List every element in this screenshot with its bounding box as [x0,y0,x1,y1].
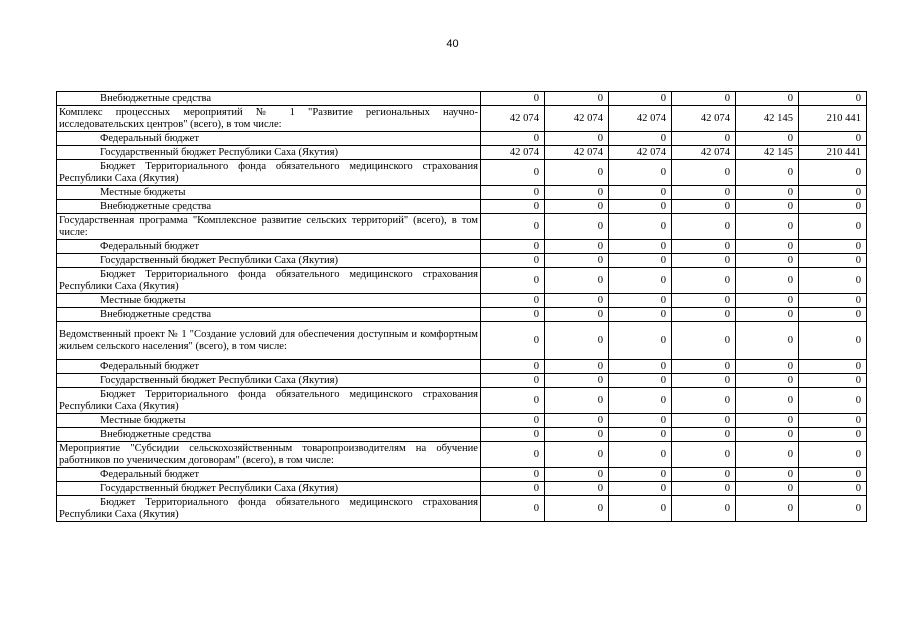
row-label: Местные бюджеты [57,294,481,308]
value-cell: 0 [609,268,672,294]
row-label: Бюджет Территориального фонда обязательного медицинского страхования Республики Саха (Якутия) [57,496,481,522]
value-cell: 0 [672,308,736,322]
value-cell: 0 [481,442,545,468]
row-label: Бюджет Территориального фонда обязательного медицинского страхования Республики Саха (Якутия) [57,268,481,294]
value-cell: 0 [481,482,545,496]
row-label: Бюджет Территориального фонда обязательного медицинского страхования Республики Саха (Якутия) [57,160,481,186]
value-cell: 0 [672,160,736,186]
value-cell: 0 [609,374,672,388]
value-cell: 0 [799,468,867,482]
row-label: Мероприятие "Субсидии сельскохозяйственным товаропроизводителям на обучение работников по ученическим договорам" (всего), в том числе: [57,442,481,468]
value-cell: 210 441 [799,146,867,160]
value-cell: 0 [609,442,672,468]
value-cell: 42 145 [736,146,799,160]
value-cell: 0 [545,374,609,388]
table-row [57,240,867,254]
value-cell: 0 [799,496,867,522]
value-cell: 0 [736,428,799,442]
value-cell: 0 [609,468,672,482]
value-cell: 0 [481,200,545,214]
table-row [57,186,867,200]
value-cell: 0 [481,322,545,360]
value-cell: 0 [609,428,672,442]
value-cell: 0 [545,308,609,322]
value-cell: 0 [609,322,672,360]
value-cell: 0 [672,132,736,146]
row-label: Местные бюджеты [57,186,481,200]
value-cell: 0 [799,240,867,254]
value-cell: 0 [672,374,736,388]
value-cell: 0 [799,254,867,268]
value-cell: 0 [672,254,736,268]
table-row [57,132,867,146]
value-cell: 0 [799,374,867,388]
value-cell: 0 [799,92,867,106]
value-cell: 0 [672,268,736,294]
table-row [57,92,867,106]
value-cell: 0 [481,214,545,240]
value-cell: 0 [609,254,672,268]
row-label: Федеральный бюджет [57,360,481,374]
value-cell: 0 [736,414,799,428]
value-cell: 0 [672,186,736,200]
table-row [57,482,867,496]
value-cell: 0 [799,268,867,294]
value-cell: 0 [672,360,736,374]
value-cell: 0 [736,442,799,468]
value-cell: 0 [736,186,799,200]
value-cell: 210 441 [799,106,867,132]
value-cell: 0 [609,186,672,200]
row-label: Государственный бюджет Республики Саха (Якутия) [57,482,481,496]
value-cell: 0 [799,308,867,322]
value-cell: 42 074 [545,106,609,132]
value-cell: 0 [672,482,736,496]
value-cell: 0 [736,308,799,322]
table-row [57,414,867,428]
value-cell: 0 [672,496,736,522]
row-label: Местные бюджеты [57,414,481,428]
value-cell: 0 [545,388,609,414]
value-cell: 0 [672,200,736,214]
row-label: Внебюджетные средства [57,428,481,442]
value-cell: 0 [545,132,609,146]
row-label: Государственный бюджет Республики Саха (Якутия) [57,146,481,160]
value-cell: 0 [481,294,545,308]
value-cell: 0 [799,132,867,146]
value-cell: 0 [481,496,545,522]
value-cell: 42 074 [545,146,609,160]
value-cell: 0 [609,240,672,254]
value-cell: 0 [545,160,609,186]
value-cell: 0 [609,388,672,414]
row-label: Бюджет Территориального фонда обязательного медицинского страхования Республики Саха (Якутия) [57,388,481,414]
value-cell: 0 [609,308,672,322]
table-row [57,200,867,214]
value-cell: 0 [609,200,672,214]
value-cell: 0 [672,322,736,360]
value-cell: 0 [672,240,736,254]
row-label: Ведомственный проект № 1 "Создание условий для обеспечения доступным и комфортным жильем сельского населения" (всего), в том числе: [57,322,481,360]
value-cell: 0 [481,132,545,146]
value-cell: 0 [545,428,609,442]
table-row [57,428,867,442]
value-cell: 0 [545,414,609,428]
value-cell: 0 [736,214,799,240]
value-cell: 42 145 [736,106,799,132]
value-cell: 0 [609,92,672,106]
value-cell: 0 [481,428,545,442]
value-cell: 0 [736,294,799,308]
value-cell: 42 074 [609,146,672,160]
value-cell: 0 [799,214,867,240]
row-label: Внебюджетные средства [57,92,481,106]
value-cell: 0 [799,414,867,428]
value-cell: 0 [672,468,736,482]
value-cell: 0 [736,374,799,388]
value-cell: 0 [736,496,799,522]
value-cell: 0 [736,132,799,146]
table-row [57,268,867,294]
value-cell: 0 [481,268,545,294]
value-cell: 42 074 [481,106,545,132]
value-cell: 0 [481,240,545,254]
value-cell: 0 [672,92,736,106]
row-label: Федеральный бюджет [57,240,481,254]
value-cell: 0 [609,214,672,240]
value-cell: 0 [545,442,609,468]
table-row [57,214,867,240]
page-number: 40 [446,38,459,50]
value-cell: 0 [481,360,545,374]
table-row [57,294,867,308]
value-cell: 42 074 [609,106,672,132]
value-cell: 0 [736,240,799,254]
value-cell: 0 [481,468,545,482]
value-cell: 0 [672,294,736,308]
value-cell: 0 [609,414,672,428]
row-label: Внебюджетные средства [57,200,481,214]
value-cell: 0 [799,160,867,186]
value-cell: 0 [672,388,736,414]
value-cell: 0 [481,374,545,388]
value-cell: 0 [736,200,799,214]
value-cell: 0 [545,496,609,522]
budget-table-body [57,92,867,522]
value-cell: 0 [736,160,799,186]
value-cell: 0 [799,428,867,442]
value-cell: 42 074 [672,146,736,160]
table-row [57,146,867,160]
value-cell: 0 [736,92,799,106]
value-cell: 0 [736,322,799,360]
value-cell: 0 [799,482,867,496]
table-row [57,468,867,482]
value-cell: 0 [481,308,545,322]
table-row [57,106,867,132]
table-row [57,254,867,268]
value-cell: 0 [545,92,609,106]
table-row [57,496,867,522]
value-cell: 0 [736,468,799,482]
value-cell: 0 [545,468,609,482]
row-label: Федеральный бюджет [57,468,481,482]
budget-table [56,91,867,522]
value-cell: 0 [799,294,867,308]
table-row [57,374,867,388]
value-cell: 0 [545,240,609,254]
value-cell: 0 [545,322,609,360]
value-cell: 0 [799,322,867,360]
value-cell: 0 [672,414,736,428]
value-cell: 0 [736,268,799,294]
value-cell: 0 [736,482,799,496]
value-cell: 0 [736,360,799,374]
row-label: Федеральный бюджет [57,132,481,146]
value-cell: 0 [736,254,799,268]
row-label: Комплекс процессных мероприятий № 1 "Развитие региональных научно-исследовательских центров" (всего), в том числе: [57,106,481,132]
value-cell: 0 [799,186,867,200]
value-cell: 0 [672,442,736,468]
value-cell: 0 [545,360,609,374]
value-cell: 0 [736,388,799,414]
value-cell: 0 [672,428,736,442]
value-cell: 0 [799,442,867,468]
value-cell: 0 [545,214,609,240]
table-row [57,308,867,322]
value-cell: 0 [545,268,609,294]
value-cell: 0 [545,482,609,496]
value-cell: 0 [481,388,545,414]
table-row [57,442,867,468]
table-row [57,360,867,374]
row-label: Государственный бюджет Республики Саха (Якутия) [57,374,481,388]
value-cell: 42 074 [481,146,545,160]
value-cell: 0 [481,414,545,428]
value-cell: 0 [799,388,867,414]
value-cell: 0 [545,200,609,214]
table-row [57,322,867,360]
value-cell: 0 [672,214,736,240]
value-cell: 0 [481,254,545,268]
value-cell: 0 [609,132,672,146]
value-cell: 0 [609,482,672,496]
row-label: Государственный бюджет Республики Саха (Якутия) [57,254,481,268]
value-cell: 0 [609,496,672,522]
value-cell: 0 [481,92,545,106]
value-cell: 0 [609,360,672,374]
value-cell: 0 [799,200,867,214]
value-cell: 0 [481,186,545,200]
value-cell: 0 [799,360,867,374]
row-label: Внебюджетные средства [57,308,481,322]
value-cell: 0 [545,186,609,200]
value-cell: 0 [545,254,609,268]
table-row [57,160,867,186]
value-cell: 0 [609,160,672,186]
value-cell: 42 074 [672,106,736,132]
value-cell: 0 [481,160,545,186]
value-cell: 0 [545,294,609,308]
value-cell: 0 [609,294,672,308]
table-row [57,388,867,414]
row-label: Государственная программа "Комплексное развитие сельских территорий" (всего), в том числе: [57,214,481,240]
